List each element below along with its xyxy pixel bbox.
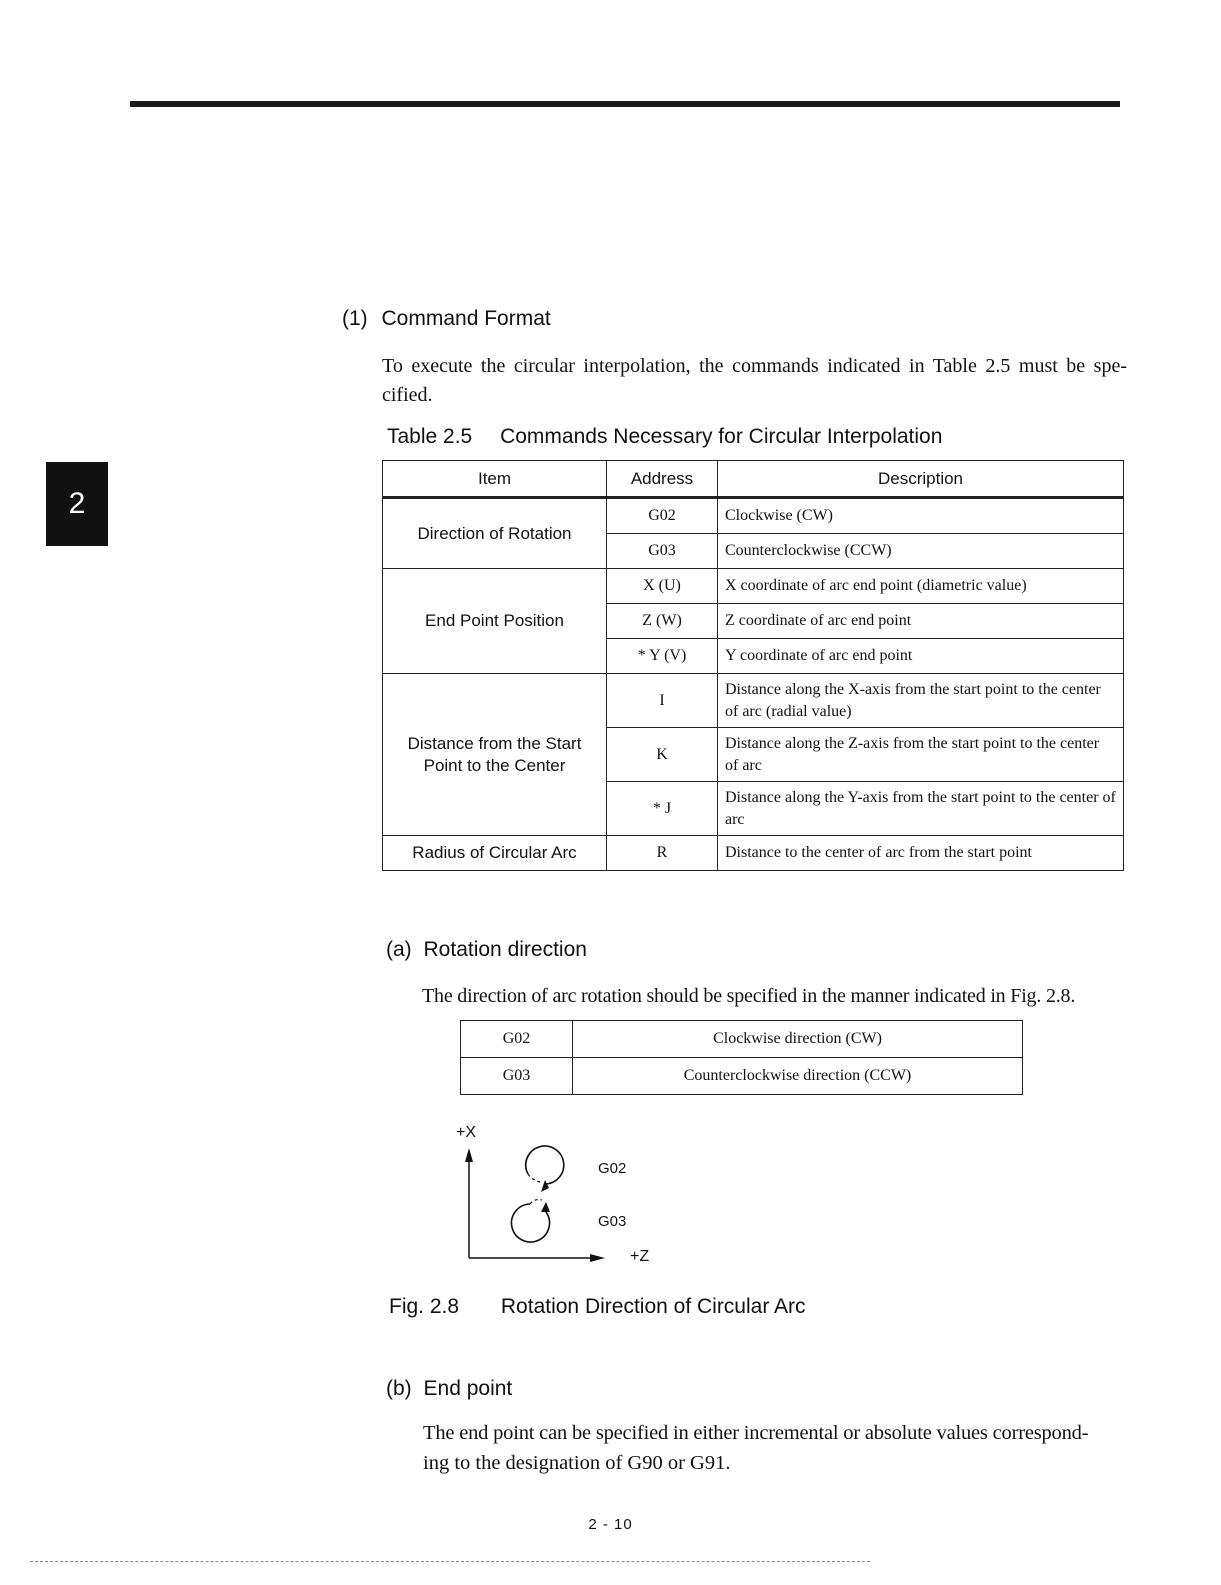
address-cell: X (U) (607, 569, 718, 604)
section-title: Command Format (381, 307, 551, 330)
item-cell: Radius of Circular Arc (383, 836, 607, 871)
address-cell: R (607, 836, 718, 871)
table-row (383, 674, 1124, 728)
item-cell: Direction of Rotation (383, 498, 607, 569)
g02-arrowhead (541, 1180, 549, 1192)
figure-caption (389, 1295, 806, 1319)
chapter-tab: 2 (46, 462, 108, 546)
subsection-b-label: (b) (386, 1377, 412, 1400)
table-title: Commands Necessary for Circular Interpolation (500, 425, 943, 448)
subsection-b-heading (386, 1377, 512, 1401)
description-cell: Counterclockwise (CCW) (718, 534, 1124, 569)
item-cell-text: Distance from the Start Point to the Center (407, 733, 582, 775)
description-cell: Distance to the center of arc from the start point (718, 836, 1124, 871)
subsection-a-title: Rotation direction (423, 938, 587, 961)
rotation-meaning-cell: Counterclockwise direction (CCW) (573, 1058, 1023, 1095)
subsection-b-line2: ing to the designation of G90 or G91. (423, 1452, 731, 1474)
z-axis-arrow (590, 1254, 605, 1262)
address-cell: * J (607, 782, 718, 836)
figure-caption-title: Rotation Direction of Circular Arc (500, 1295, 806, 1318)
header-item: Item (383, 461, 607, 498)
subsection-b-line1: The end point can be specified in either incremental or absolute values correspond- (423, 1422, 1089, 1444)
address-cell: I (607, 674, 718, 728)
address-cell: G02 (607, 498, 718, 534)
bottom-rule (30, 1561, 870, 1562)
section-intro (382, 352, 1127, 410)
x-axis-label: +X (456, 1124, 477, 1141)
rotation-code-cell: G02 (461, 1021, 573, 1058)
figure-caption-label: Fig. 2.8 (389, 1295, 460, 1318)
address-cell: Z (W) (607, 604, 718, 639)
description-cell: X coordinate of arc end point (diametric value) (718, 569, 1124, 604)
table-row (383, 498, 1124, 534)
g02-dashed-tail (528, 1174, 540, 1182)
rotation-meaning-cell: Clockwise direction (CW) (573, 1021, 1023, 1058)
section-heading (342, 307, 551, 331)
address-cell: K (607, 728, 718, 782)
table-label: Table 2.5 (387, 425, 473, 448)
g03-label: G03 (598, 1213, 627, 1230)
table-row (461, 1021, 1023, 1058)
item-cell (383, 674, 607, 836)
description-cell: Distance along the Y-axis from the start point to the center of arc (718, 782, 1124, 836)
top-rule (130, 101, 1120, 107)
rotation-code-cell: G03 (461, 1058, 573, 1095)
table-row (461, 1058, 1023, 1095)
subsection-a-label: (a) (386, 938, 412, 961)
subsection-b-title: End point (423, 1377, 513, 1400)
table-header-row (383, 461, 1124, 498)
header-address: Address (607, 461, 718, 498)
description-cell: Distance along the X-axis from the start point to the center of arc (radial value) (718, 674, 1124, 728)
address-cell: * Y (V) (607, 639, 718, 674)
g03-arrowhead (541, 1202, 550, 1212)
x-axis-arrow (465, 1148, 473, 1162)
rotation-table (460, 1020, 1023, 1095)
description-cell: Y coordinate of arc end point (718, 639, 1124, 674)
description-cell: Distance along the Z-axis from the start point to the center of arc (718, 728, 1124, 782)
table-row (383, 569, 1124, 604)
z-axis-label: +Z (630, 1248, 650, 1265)
description-cell: Clockwise (CW) (718, 498, 1124, 534)
g02-label: G02 (598, 1160, 627, 1177)
item-cell: End Point Position (383, 569, 607, 674)
subsection-a-text: The direction of arc rotation should be specified in the manner indicated in Fig. 2.8. (422, 985, 1076, 1007)
commands-table (382, 460, 1124, 871)
section-intro-text: To execute the circular interpolation, the commands indicated in Table 2.5 must be spe-cified. (382, 355, 1127, 406)
subsection-a-heading (386, 938, 587, 962)
page-number: 2 - 10 (588, 1516, 633, 1533)
address-cell: G03 (607, 534, 718, 569)
table-caption (387, 425, 942, 449)
header-description: Description (718, 461, 1124, 498)
section-number: (1) (342, 307, 368, 330)
table-row (383, 836, 1124, 871)
g02-arc (526, 1146, 564, 1184)
g03-dashed-tail (530, 1200, 542, 1205)
description-cell: Z coordinate of arc end point (718, 604, 1124, 639)
